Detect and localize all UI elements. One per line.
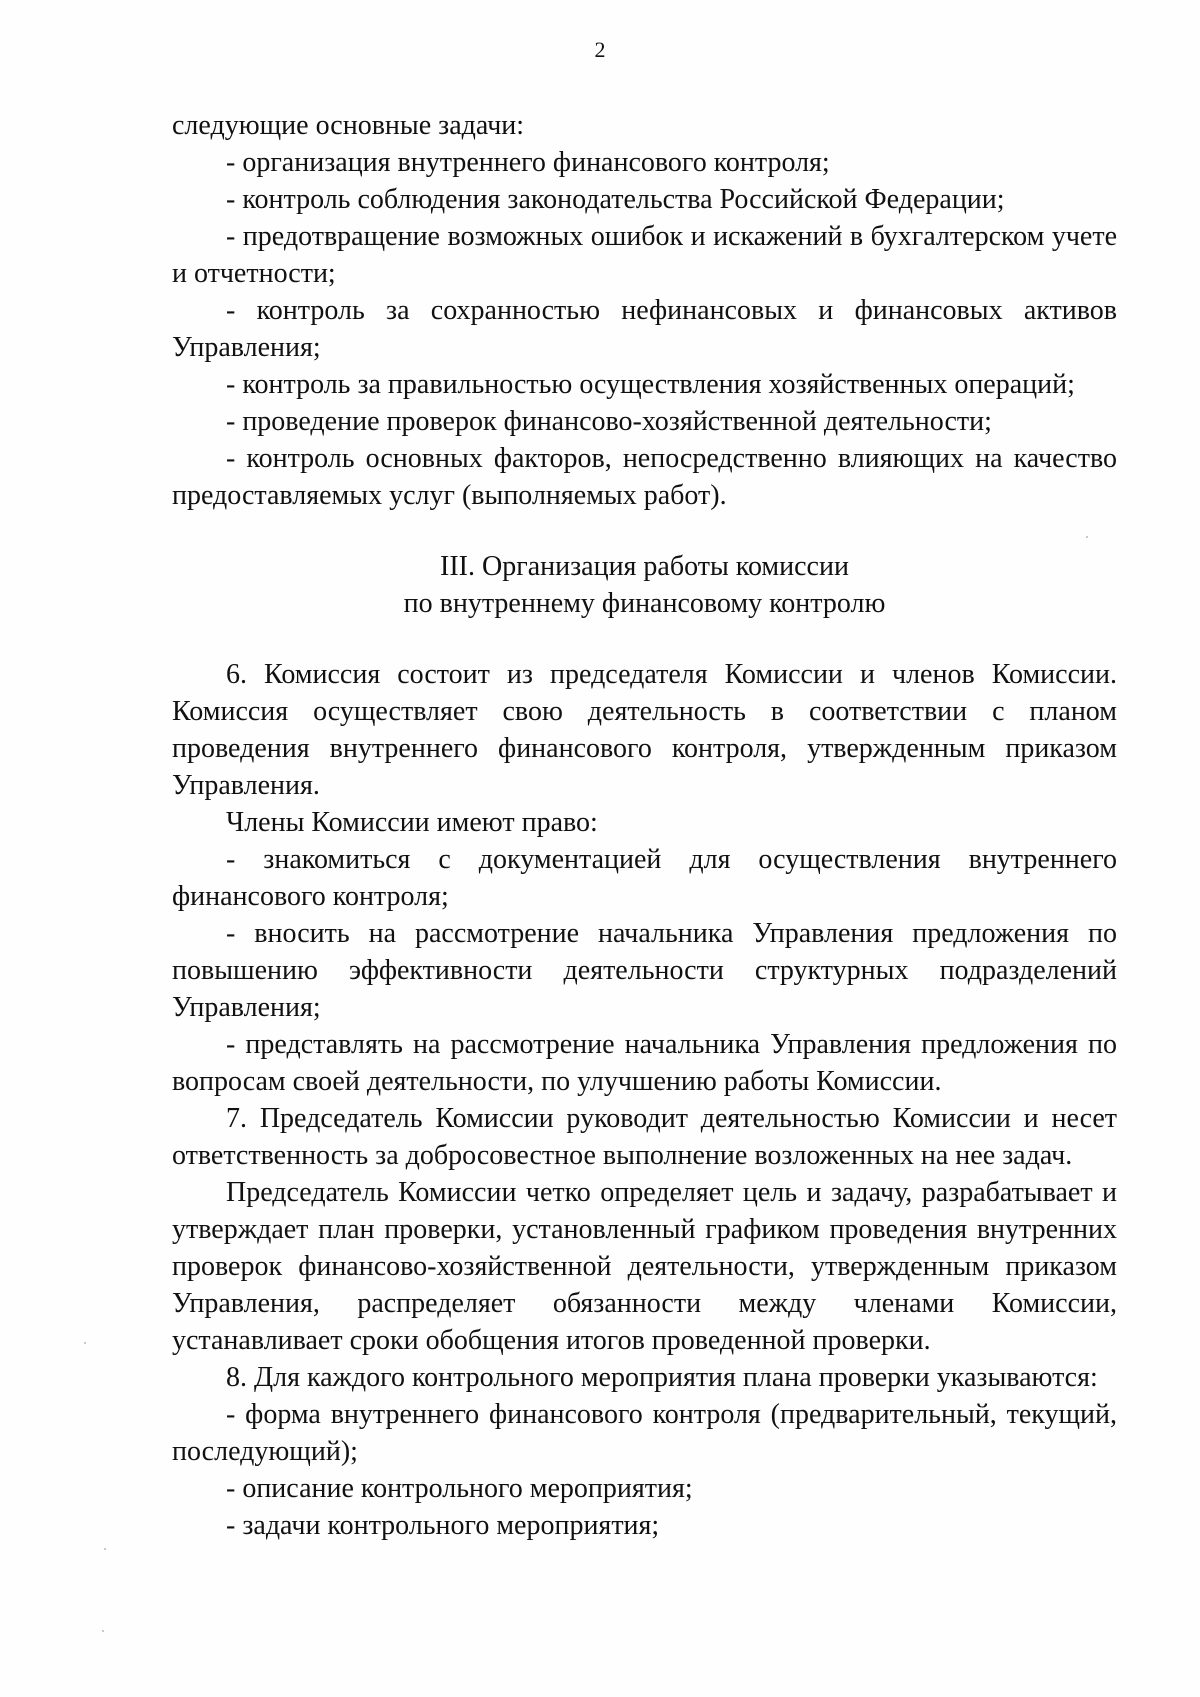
list-item: - контроль основных факторов, непосредственно влияющих на качество предоставляемых услуг (выполняемых работ). <box>172 443 1117 511</box>
scan-speck <box>102 1630 104 1632</box>
paragraph: Председатель Комиссии четко определяет цель и задачу, разрабатывает и утверждает план проверки, установленный графиком проведения внутренних проверок финансово-хозяйственной деятельности, утвержденным приказом Управления, распределяет обязанности между членами Комиссии, устанавливает сроки обобщения итогов проведенной проверки. <box>172 1177 1117 1356</box>
list-item: - представлять на рассмотрение начальника Управления предложения по вопросам своей деятельности, по улучшению работы Комиссии. <box>172 1029 1117 1097</box>
list-item: - задачи контрольного мероприятия; <box>226 1510 660 1541</box>
paragraph: 8. Для каждого контрольного мероприятия плана проверки указываются: <box>226 1362 1098 1393</box>
section-heading-line-1: III. Организация работы комиссии <box>440 551 849 582</box>
paragraph: следующие основные задачи: <box>172 110 525 141</box>
list-item: - описание контрольного мероприятия; <box>226 1473 693 1504</box>
list-item: - организация внутреннего финансового контроля; <box>226 147 830 178</box>
list-item: - форма внутреннего финансового контроля (предварительный, текущий, последующий); <box>172 1399 1117 1467</box>
paragraph: Члены Комиссии имеют право: <box>226 807 598 838</box>
document-body <box>172 107 1117 1544</box>
scan-speck <box>104 1548 106 1550</box>
scan-speck <box>84 1342 86 1344</box>
section-heading-line-2: по внутреннему финансовому контролю <box>403 588 886 619</box>
list-item: - контроль за правильностью осуществления хозяйственных операций; <box>226 369 1075 400</box>
paragraph: 6. Комиссия состоит из председателя Комиссии и членов Комиссии. Комиссия осуществляет свою деятельность в соответствии с планом проведения внутреннего финансового контроля, утвержденным приказом Управления. <box>172 659 1117 801</box>
list-item: - контроль соблюдения законодательства Российской Федерации; <box>226 184 1005 215</box>
section-heading <box>172 548 1117 622</box>
scan-speck <box>1086 536 1088 538</box>
list-item: - предотвращение возможных ошибок и искажений в бухгалтерском учете и отчетности; <box>172 221 1117 289</box>
page-number: 2 <box>594 37 606 62</box>
list-item: - проведение проверок финансово-хозяйственной деятельности; <box>226 406 992 437</box>
paragraph: 7. Председатель Комиссии руководит деятельностью Комиссии и несет ответственность за добросовестное выполнение возложенных на нее задач. <box>172 1103 1117 1171</box>
list-item: - контроль за сохранностью нефинансовых и финансовых активов Управления; <box>172 295 1117 363</box>
list-item: - вносить на рассмотрение начальника Управления предложения по повышению эффективности деятельности структурных подразделений Управления; <box>172 918 1117 1023</box>
list-item: - знакомиться с документацией для осуществления внутреннего финансового контроля; <box>172 844 1117 912</box>
